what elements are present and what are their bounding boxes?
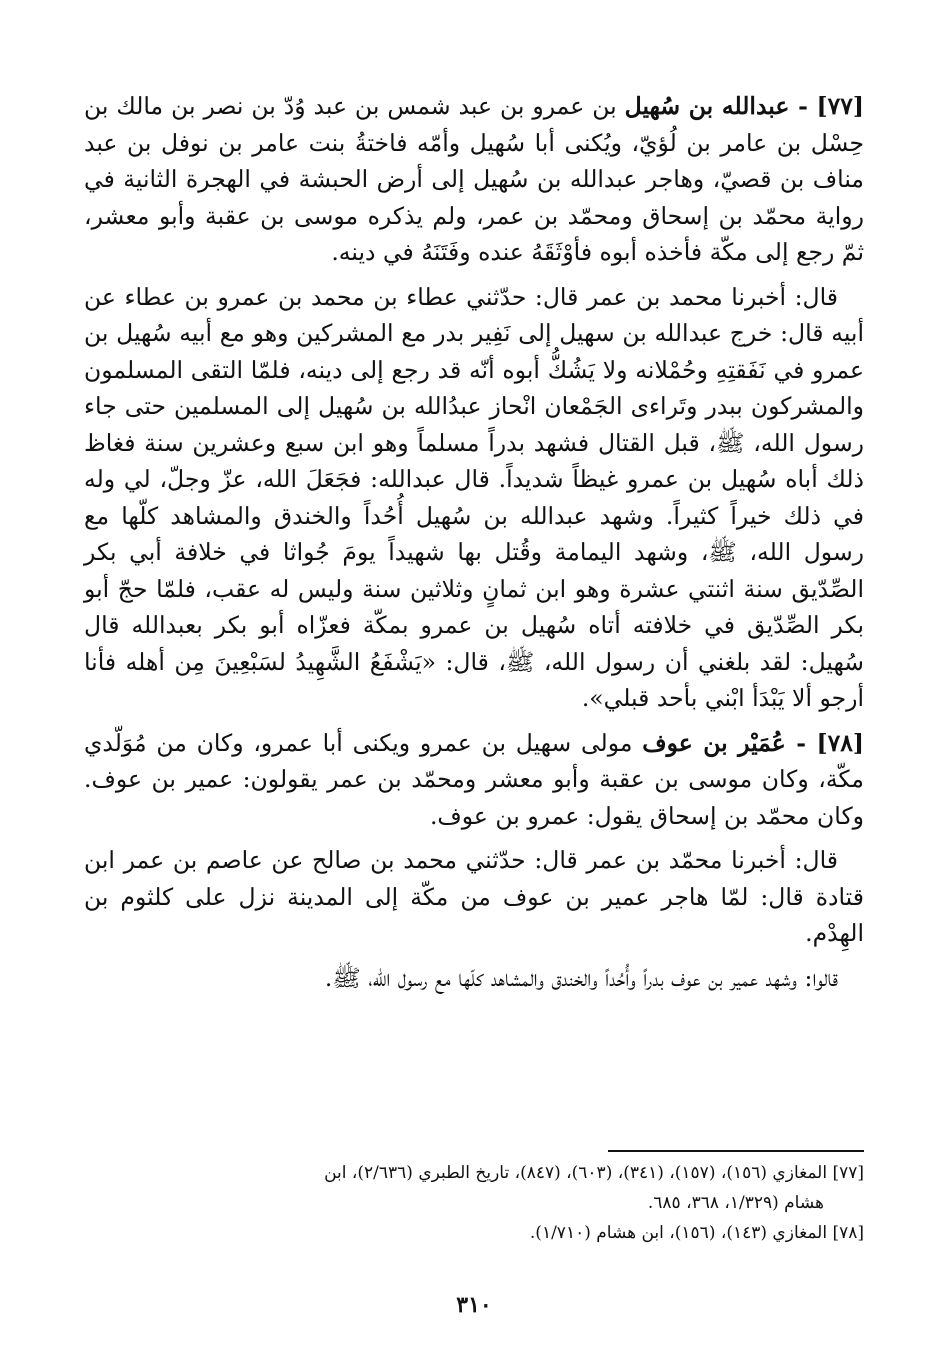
entry-78-paragraph-1: [84, 725, 864, 835]
entry-78-lineage-text: مولى سهيل بن عمرو ويكنى أبا عمرو، وكان من مُوَلّدي مكّة، وكان موسى بن عقبة وأبو معشر ومحمّد بن عمر يقولون: عمير بن عوف. وكان محمّد بن إسحاق يقول: عمرو بن عوف.: [84, 728, 864, 830]
entry-77-narration: قال: أخبرنا محمد بن عمر قال: حدّثني عطاء بن محمد بن عمرو بن عطاء عن أبيه قال: خرج عبدالله بن سهيل إلى نَفِير بدر مع المشركين وهو مع أبيه سُهيل بن عمرو في نَفَقتِهِ وحُمْلانه ولا يَشُكُّ أبوه أنّه قد رجع إلى دينه، فلمّا التقى المسلمون والمشركون ببدر وتَراءى الجَمْعان انْحاز عبدُالله بن سُهيل إلى المسلمين حتى جاء رسول الله، ﷺ، قبل القتال فشهد بدراً مسلماً وهو ابن سبع وعشرين سنة فغاظ ذلك أباه سُهيل بن عمرو غيظاً شديداً. قال عبدالله: فجَعَلَ الله، عزّ وجلّ، لي وله في ذلك خيراً كثيراً. وشهد عبدالله بن سُهيل أُحُداً والخندق والمشاهد كلّها مع رسول الله، ﷺ، وشهد اليمامة وقُتل بها شهيداً يومَ جُواثا في خلافة أبي بكر الصِّدّيق سنة اثنتي عشرة وهو ابن ثمانٍ وثلاثين سنة وليس له عقب، فلمّا حجّ أبو بكر الصِّدّيق في خلافته أتاه سُهيل بن عمرو بمكّة فعزّاه أبو بكر بعبدالله قال سُهيل: لقد بلغني أن رسول الله، ﷺ، قال: «يَشْفَعُ الشَّهِيدُ لسَبْعِينَ مِن أهله فأنا أرجو ألا يَبْدَأ ابْني بأحد قبلي».: [84, 282, 864, 712]
main-text: [84, 88, 864, 1004]
biography-entry-77: [84, 88, 864, 717]
entry-78-closing: قالوا: وشهد عمير بن عوف بدراً وأُحُداً والخندق والمشاهد كلّها مع رسول الله، ﷺ.: [324, 963, 838, 992]
footnote-divider: [608, 1150, 864, 1152]
footnotes: [84, 1158, 864, 1248]
page-number: ٣١٠: [456, 1292, 492, 1318]
footnote-78: [84, 1218, 864, 1248]
footnote-78-line-1: [٧٨] المغازي (١٤٣)، (١٥٦)، ابن هشام (١/٧١٠).: [529, 1223, 864, 1243]
entry-78-narration: قال: أخبرنا محمّد بن عمر قال: حدّثني محمد بن صالح عن عاصم بن عمر ابن قتادة قال: لمّا هاجر عمير بن عوف من مكّة إلى المدينة نزل على كلثوم بن الهِدْم.: [84, 846, 864, 947]
biography-entry-78: [84, 725, 864, 997]
entry-77-paragraph-1: [84, 88, 864, 271]
entry-77-heading: [٧٧] - عبدالله بن سُهيل: [624, 92, 864, 120]
entry-78-heading: [٧٨] - عُمَيْر بن عوف: [642, 728, 864, 757]
entry-77-lineage-text: بن عمرو بن عبد شمس بن عبد وُدّ بن نصر بن مالك بن حِسْل بن عامر بن لُؤيّ، ويُكنى أبا سُهيل وأمّه فاختةُ بنت عامر بن نوفل بن عبد مناف بن قصيّ، وهاجر عبدالله بن سُهيل إلى أرض الحبشة في الهجرة الثانية في رواية محمّد بن إسحاق ومحمّد بن عمر، ولم يذكره موسى بن عقبة وأبو معشر، ثمّ رجع إلى مكّة فأخذه أبوه فأوْثَقَهُ عنده وفَتَنَهُ في دينه.: [84, 92, 864, 266]
footnote-77-line-1: [٧٧] المغازي (١٥٦)، (١٥٧)، (٣٤١)، (٦٠٣)، (٨٤٧)، تاريخ الطبري (٢/٦٣٦)، ابن: [324, 1163, 864, 1183]
footnote-77: [84, 1158, 864, 1218]
footnote-77-line-2: هشام (١/٣٢٩، ٣٦٨، ٦٨٥.: [647, 1193, 824, 1213]
